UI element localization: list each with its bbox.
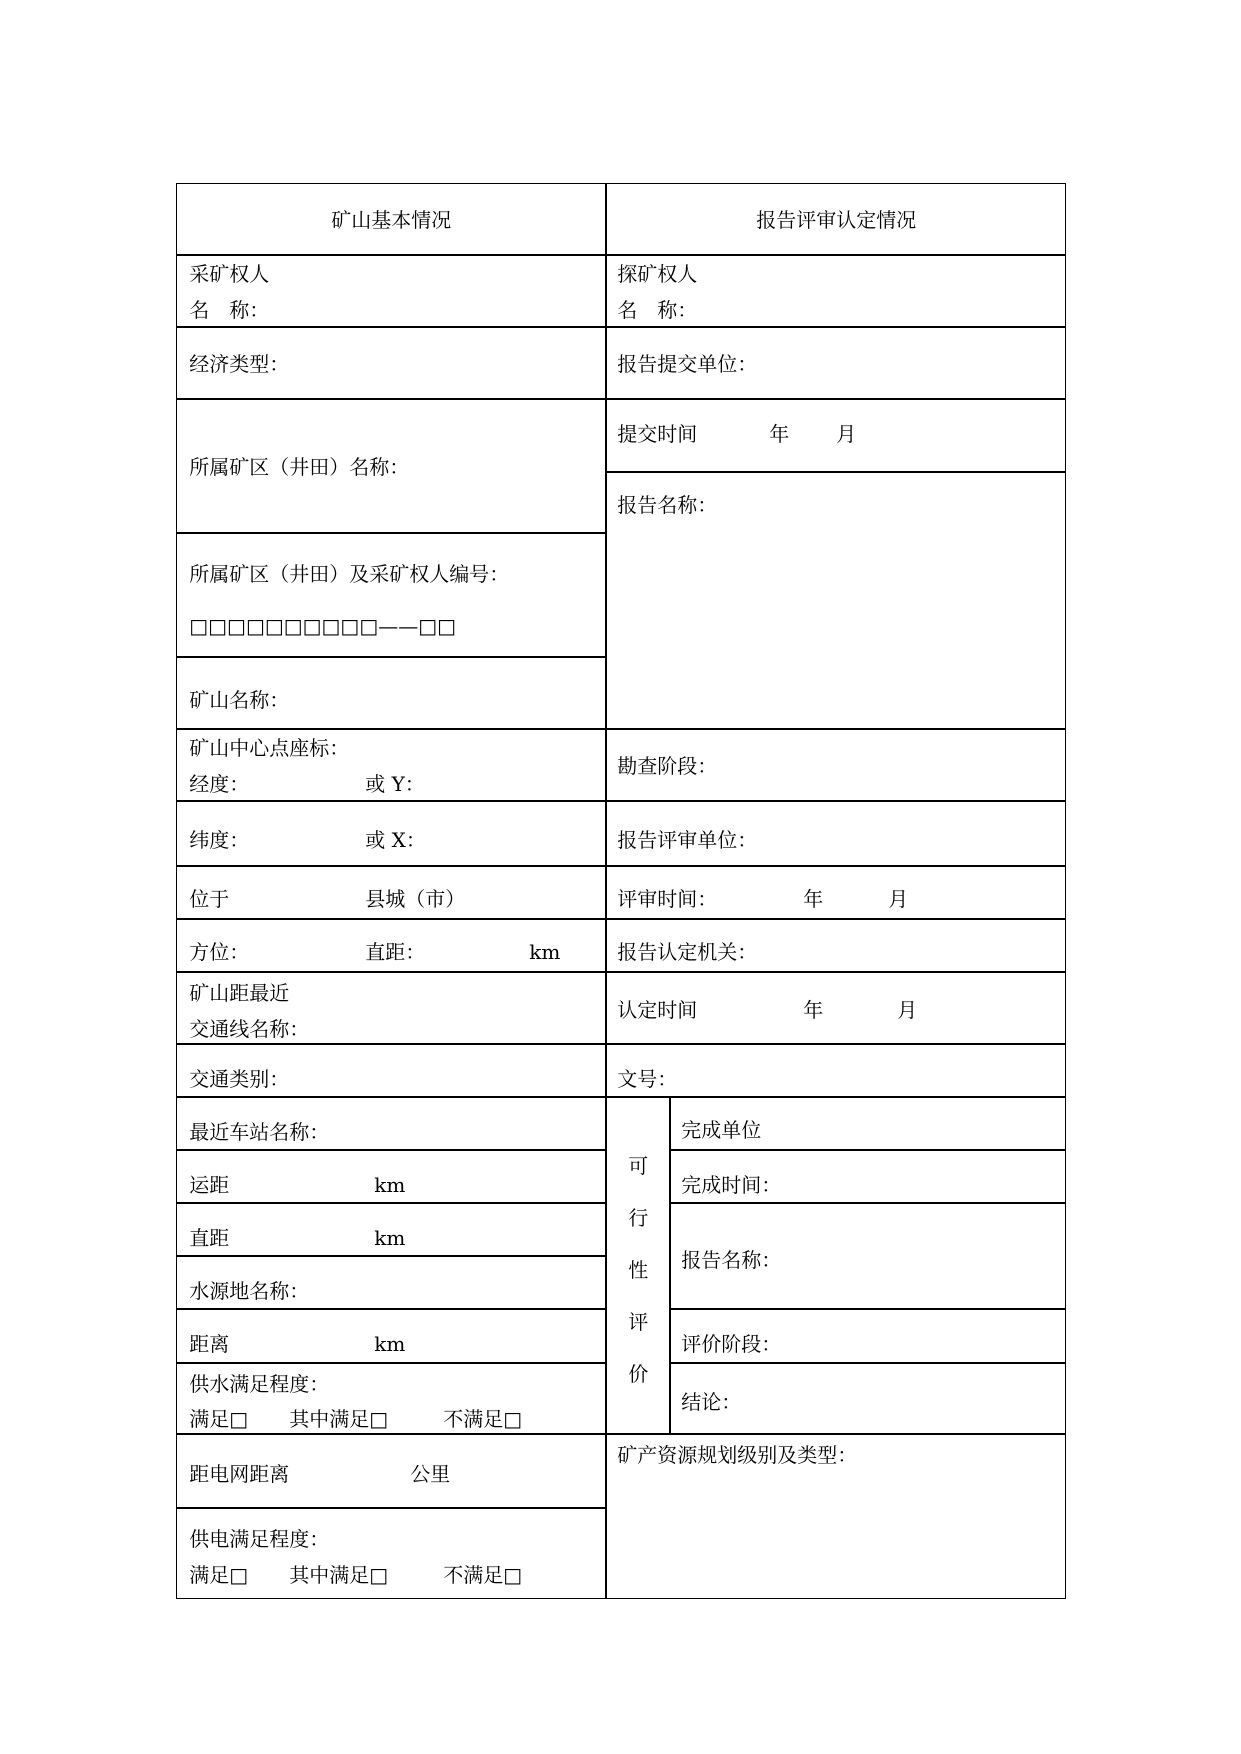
center-coord-cell — [176, 729, 606, 801]
mine-name-label: 矿山名称： — [189, 688, 290, 713]
doc-number-label: 文号： — [617, 1067, 678, 1092]
report-name-cell — [606, 472, 1066, 729]
submit-unit-cell — [606, 327, 1066, 399]
distance-km-unit: km — [374, 1332, 406, 1357]
nearest-line-cell — [176, 972, 606, 1044]
county-label: 县城（市） — [365, 887, 466, 912]
review-time-label: 评审时间： — [617, 887, 718, 912]
power-supply-label: 供电满足程度： — [189, 1527, 330, 1552]
review-unit-label: 报告评审单位： — [617, 828, 758, 853]
completion-time-cell — [670, 1150, 1066, 1203]
approval-month-label: 月 — [897, 998, 918, 1023]
traffic-type-label: 交通类别： — [189, 1067, 290, 1092]
explorer-cell — [606, 255, 1066, 327]
grid-km-unit: 公里 — [410, 1462, 451, 1487]
transport-km-unit: km — [374, 1173, 406, 1198]
water-supply-cell — [176, 1363, 606, 1434]
completion-unit-cell — [670, 1097, 1066, 1150]
planning-label: 矿产资源规划级别及类型： — [617, 1443, 858, 1468]
header-right-cell — [606, 183, 1066, 255]
nearest-line-label-1: 矿山距最近 — [189, 981, 290, 1006]
feasibility-char-1: 可 — [628, 1154, 649, 1179]
mine-name-cell — [176, 657, 606, 729]
header-left-cell — [176, 183, 606, 255]
distance-cell — [176, 1309, 606, 1363]
grid-dist-label: 距电网距离 — [189, 1462, 290, 1487]
or-y-label: 或 Y： — [365, 772, 425, 797]
water-source-cell — [176, 1256, 606, 1309]
nearest-line-label-2: 交通线名称： — [189, 1017, 310, 1042]
bearing-cell — [176, 919, 606, 972]
latitude-cell — [176, 801, 606, 866]
water-satisfy-partial: 其中满足□ — [289, 1407, 389, 1432]
power-satisfy-none: 不满足□ — [443, 1563, 523, 1588]
report-name-label: 报告名称： — [617, 493, 718, 518]
owner-cell — [176, 255, 606, 327]
km-unit: km — [529, 940, 561, 965]
nearest-station-cell — [176, 1097, 606, 1150]
review-month-label: 月 — [888, 887, 909, 912]
located-label: 位于 — [189, 887, 230, 912]
completion-unit-label: 完成单位 — [681, 1118, 762, 1143]
feasibility-label-cell — [606, 1097, 670, 1434]
explorer-label: 探矿权人 — [617, 262, 698, 287]
approval-authority-label: 报告认定机关： — [617, 940, 758, 965]
review-time-cell — [606, 866, 1066, 919]
feasibility-char-5: 价 — [628, 1362, 649, 1387]
mining-area-code-label: 所属矿区（井田）及采矿权人编号： — [189, 562, 510, 587]
planning-cell — [606, 1434, 1066, 1599]
water-satisfy-none: 不满足□ — [443, 1407, 523, 1432]
economic-type-label: 经济类型： — [189, 352, 290, 377]
direct-dist-label: 直距： — [365, 940, 426, 965]
power-satisfy-full: 满足□ — [189, 1563, 249, 1588]
feasibility-char-3: 性 — [628, 1258, 649, 1283]
completion-time-label: 完成时间： — [681, 1173, 782, 1198]
transport-dist-cell — [176, 1150, 606, 1203]
conclusion-cell — [670, 1363, 1066, 1434]
feasibility-report-name-cell — [670, 1203, 1066, 1309]
conclusion-label: 结论： — [681, 1390, 742, 1415]
owner-label: 采矿权人 — [189, 262, 270, 287]
submit-time-label: 提交时间 — [617, 422, 698, 447]
latitude-label: 纬度： — [189, 828, 250, 853]
located-cell — [176, 866, 606, 919]
or-x-label: 或 X： — [365, 828, 426, 853]
exploration-stage-cell — [606, 729, 1066, 801]
approval-time-label: 认定时间 — [617, 998, 698, 1023]
longitude-label: 经度： — [189, 772, 250, 797]
approval-authority-cell — [606, 919, 1066, 972]
feasibility-char-4: 评 — [628, 1310, 649, 1335]
header-left-title: 矿山基本情况 — [331, 208, 452, 233]
review-unit-cell — [606, 801, 1066, 866]
submit-time-cell — [606, 399, 1066, 472]
transport-dist-label: 运距 — [189, 1173, 230, 1198]
power-satisfy-partial: 其中满足□ — [289, 1563, 389, 1588]
review-year-label: 年 — [803, 887, 824, 912]
evaluation-stage-cell — [670, 1309, 1066, 1363]
approval-time-cell — [606, 972, 1066, 1044]
doc-number-cell — [606, 1044, 1066, 1097]
evaluation-stage-label: 评价阶段： — [681, 1332, 782, 1357]
water-source-label: 水源地名称： — [189, 1279, 310, 1304]
power-supply-cell — [176, 1508, 606, 1599]
bearing-label: 方位： — [189, 940, 250, 965]
grid-dist-cell — [176, 1434, 606, 1508]
explorer-name-label: 名 称： — [617, 298, 698, 323]
feasibility-char-2: 行 — [628, 1206, 649, 1231]
nearest-station-label: 最近车站名称： — [189, 1120, 330, 1145]
water-satisfy-full: 满足□ — [189, 1407, 249, 1432]
straight-km-unit: km — [374, 1226, 406, 1251]
economic-type-cell — [176, 327, 606, 399]
mining-area-name-cell — [176, 399, 606, 533]
straight-dist-label: 直距 — [189, 1226, 230, 1251]
header-right-title: 报告评审认定情况 — [756, 208, 917, 233]
owner-name-label: 名 称： — [189, 298, 270, 323]
water-supply-label: 供水满足程度： — [189, 1372, 330, 1397]
mining-area-name-label: 所属矿区（井田）名称： — [189, 455, 410, 480]
center-coord-label: 矿山中心点座标： — [189, 736, 350, 761]
feasibility-report-name-label: 报告名称： — [681, 1248, 782, 1273]
submit-unit-label: 报告提交单位： — [617, 352, 758, 377]
straight-dist-cell — [176, 1203, 606, 1256]
mining-area-code-cell — [176, 533, 606, 657]
submit-year-label: 年 — [769, 422, 790, 447]
exploration-stage-label: 勘查阶段： — [617, 754, 718, 779]
traffic-type-cell — [176, 1044, 606, 1097]
submit-month-label: 月 — [836, 422, 857, 447]
approval-year-label: 年 — [803, 998, 824, 1023]
distance-label: 距离 — [189, 1332, 230, 1357]
mining-area-code-boxes: □□□□□□□□□□——□□ — [189, 614, 457, 639]
